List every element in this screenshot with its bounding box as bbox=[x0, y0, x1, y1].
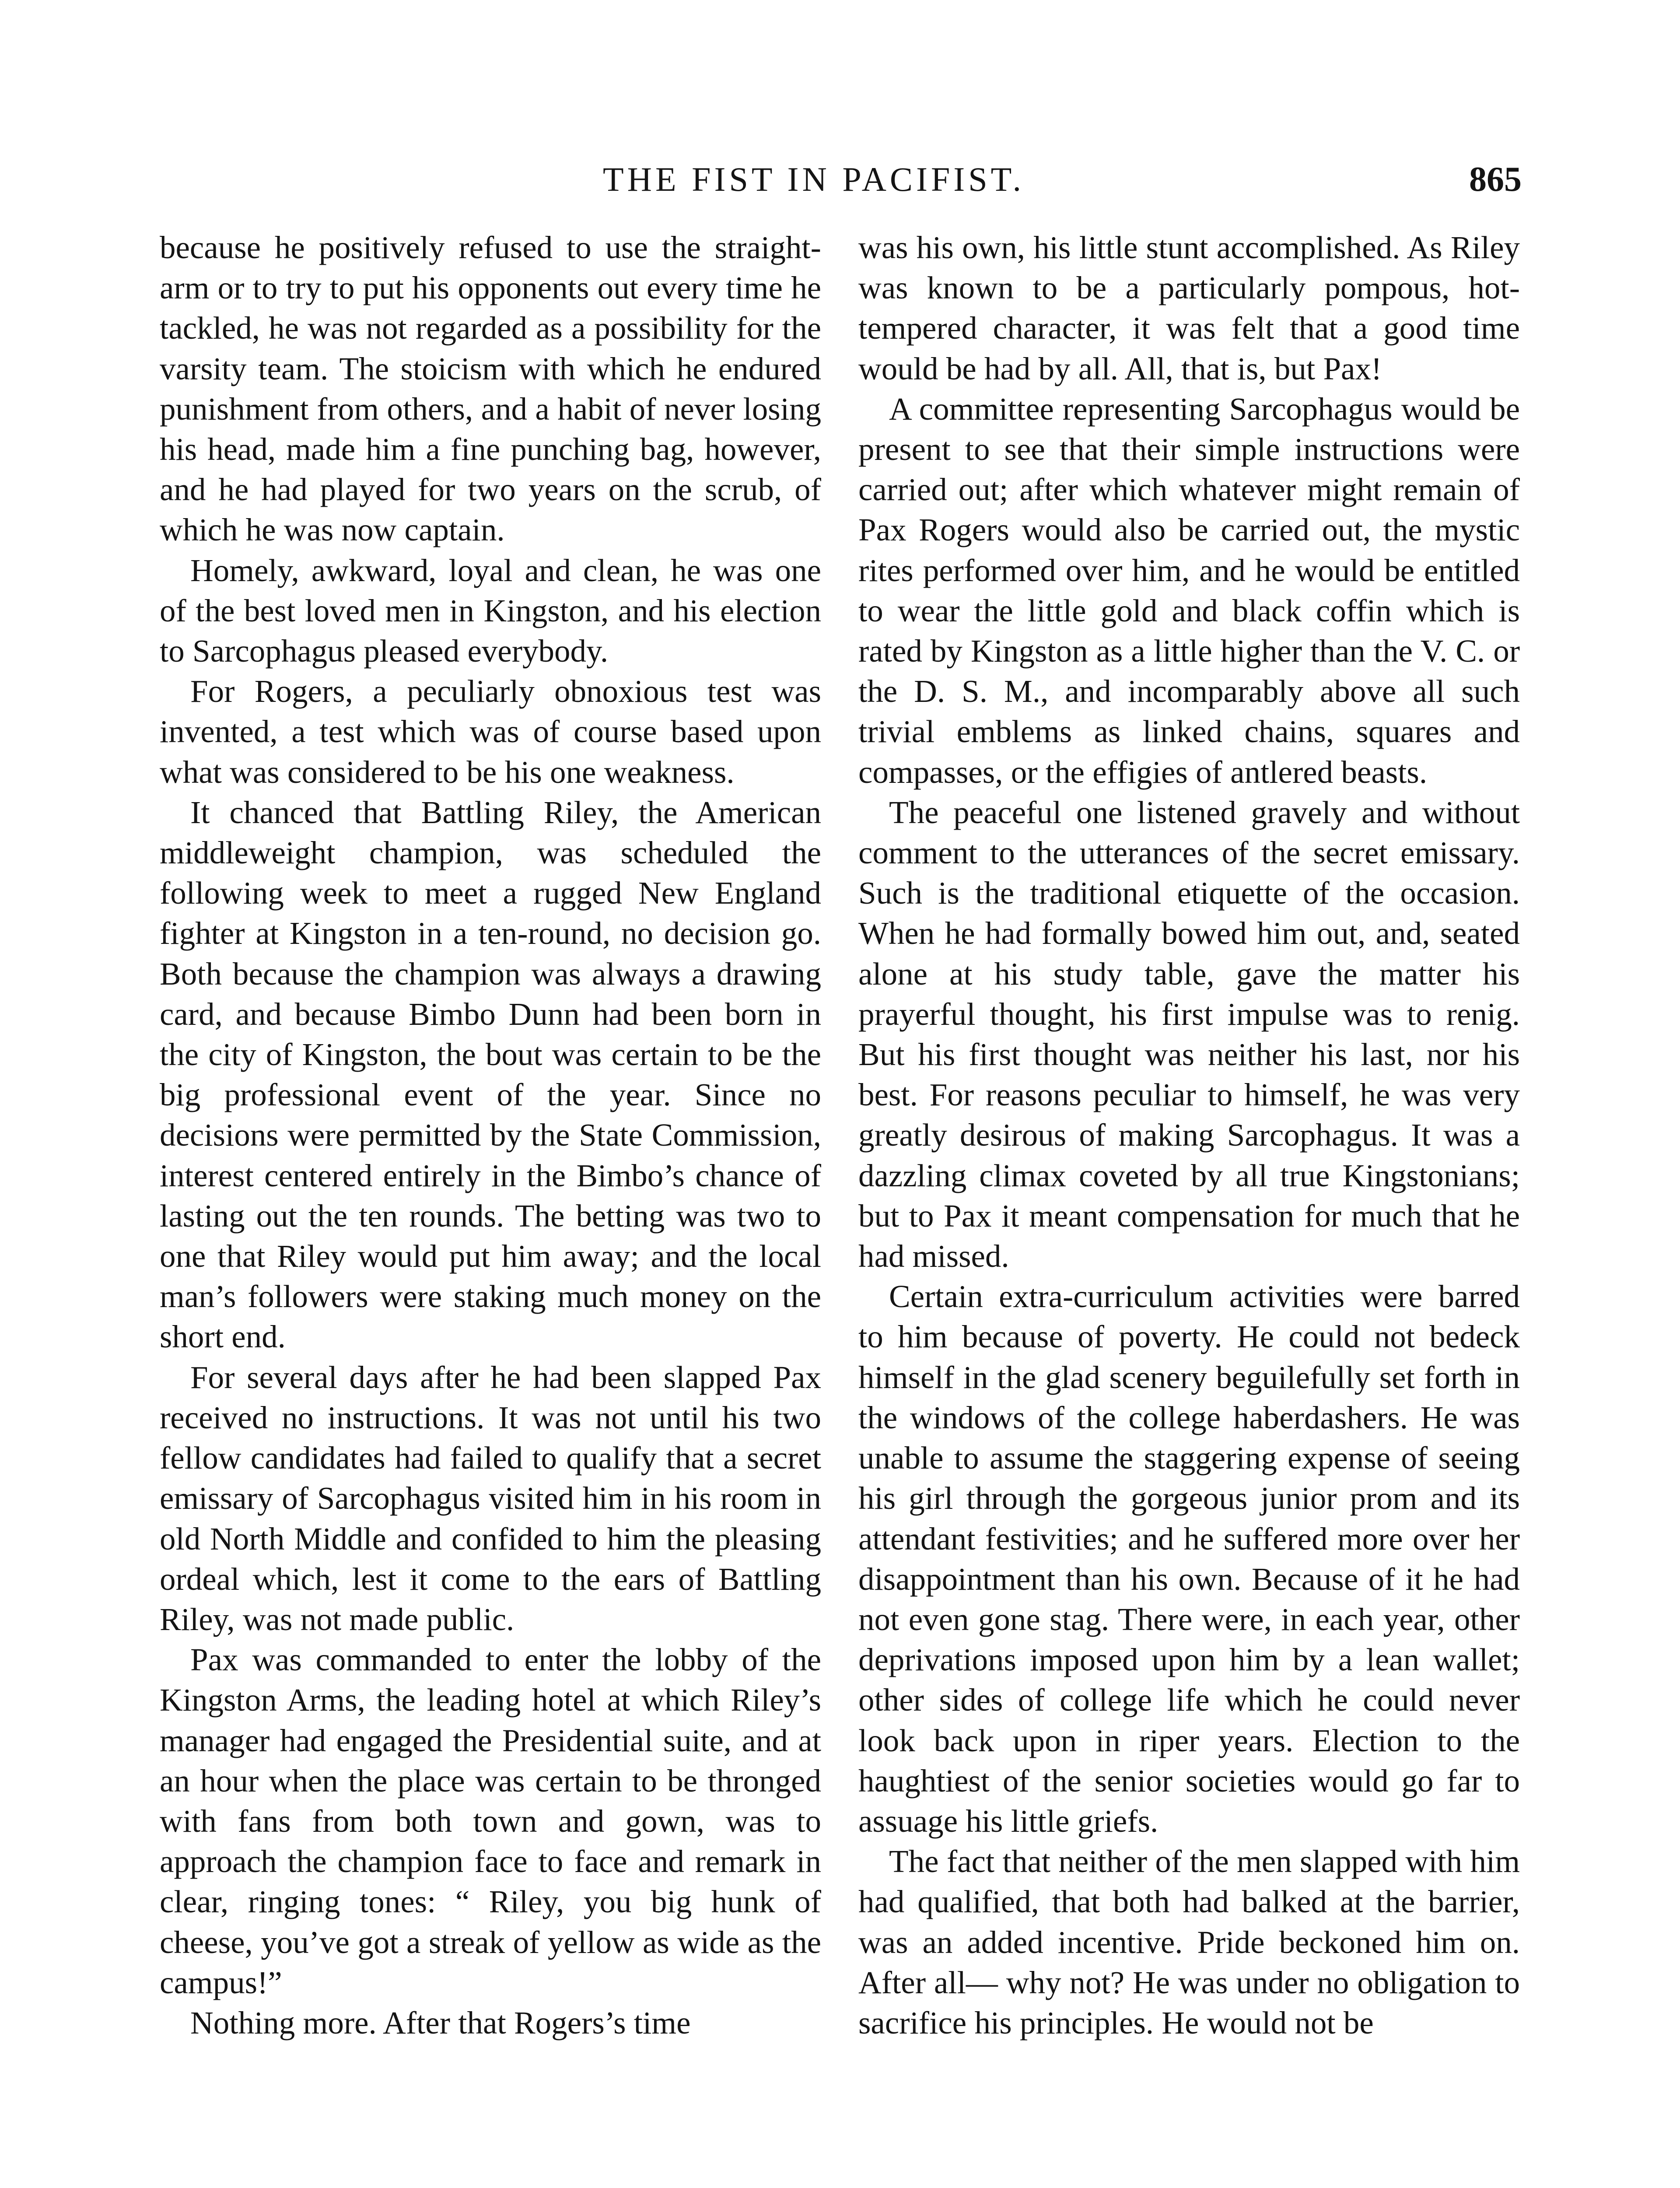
paragraph: The fact that neither of the men slapped with him had qualified, that both had balked at the barrier, was an added incentive. Pride beckoned him on. After all— why not? He was under no obligation to sacrifice his principles. He would not be bbox=[858, 1844, 1520, 2041]
paragraph: because he positively refused to use the straight-arm or to try to put his opponents out every time he tackled, he was not regarded as a possibility for the varsity team. The stoicism with which he endured punishment from others, and a habit of never losing his head, made him a fine punching bag, however, and he had played for two years on the scrub, of which he was now captain. bbox=[160, 230, 821, 548]
paragraph: For Rogers, a peculiarly obnoxious test was invented, a test which was of course based upon what was considered to be his one weakness. bbox=[160, 673, 821, 790]
paragraph: Nothing more. After that Rogers’s time bbox=[190, 2005, 691, 2041]
running-title: THE FIST IN PACIFIST. bbox=[602, 160, 1025, 198]
page-header bbox=[0, 153, 1680, 206]
page-number: 865 bbox=[1469, 160, 1522, 199]
paragraph: Pax was commanded to enter the lobby of the Kingston Arms, the leading hotel at which Riley’s manager had engaged the Presidential suite, and at an hour when the place was certain to be thronged with fans from both town and gown, was to approach the champion face to face and remark in clear, ringing tones: “ Riley, you big hunk of cheese, you’ve got a streak of yellow as wide as the campus!” bbox=[160, 1642, 821, 2000]
paragraph: Homely, awkward, loyal and clean, he was one of the best loved men in Kingston, and his election to Sarcophagus pleased everybody. bbox=[160, 552, 821, 669]
right-column bbox=[858, 228, 1520, 2043]
paragraph: It chanced that Battling Riley, the American middleweight champion, was scheduled the following week to meet a rugged New England fighter at Kingston in a ten-round, no decision go. Both because the champion was always a drawing card, and because Bimbo Dunn had been born in the city of Kingston, the bout was certain to be the big professional event of the year. Since no decisions were permitted by the State Commission, interest centered entirely in the Bimbo’s chance of lasting out the ten rounds. The betting was two to one that Riley would put him away; and the local man’s followers were staking much money on the short end. bbox=[160, 794, 821, 1355]
left-column bbox=[160, 228, 821, 2043]
paragraph: A committee representing Sarcophagus would be present to see that their simple instructions were carried out; after which whatever might remain of Pax Rogers would also be carried out, the mystic rites performed over him, and he would be entitled to wear the little gold and black coffin which is rated by Kingston as a little higher than the V. C. or the D. S. M., and incomparably above all such trivial emblems as linked chains, squares and compasses, or the effigies of antlered beasts. bbox=[858, 391, 1520, 790]
paragraph: The peaceful one listened gravely and without comment to the utterances of the secret emissary. Such is the traditional etiquette of the occasion. When he had formally bowed him out, and, seated alone at his study table, gave the matter his prayerful thought, his first impulse was to renig. But his first thought was neither his last, nor his best. For reasons peculiar to himself, he was very greatly desirous of making Sarcophagus. It was a dazzling climax coveted by all true Kingstonians; but to Pax it meant compensation for much that he had missed. bbox=[858, 794, 1520, 1274]
paragraph: Certain extra-curriculum activities were barred to him because of poverty. He could not bedeck himself in the glad scenery beguilefully set forth in the windows of the college haberdashers. He was unable to assume the staggering expense of seeing his girl through the gorgeous junior prom and its attendant festivities; and he suffered more over her disappointment than his own. Because of it he had not even gone stag. There were, in each year, other deprivations imposed upon him by a lean wallet; other sides of college life which he could never look back upon in riper years. Election to the haughtiest of the senior societies would go far to assuage his little griefs. bbox=[858, 1279, 1520, 1839]
paragraph: For several days after he had been slapped Pax received no instructions. It was not until his two fellow candidates had failed to qualify that a secret emissary of Sarcophagus visited him in his room in old North Middle and confided to him the pleasing ordeal which, lest it come to the ears of Battling Riley, was not made public. bbox=[160, 1359, 821, 1637]
paragraph: was his own, his little stunt accomplished. As Riley was known to be a particularly pompous, hot-tempered character, it was felt that a good time would be had by all. All, that is, but Pax! bbox=[858, 230, 1520, 386]
